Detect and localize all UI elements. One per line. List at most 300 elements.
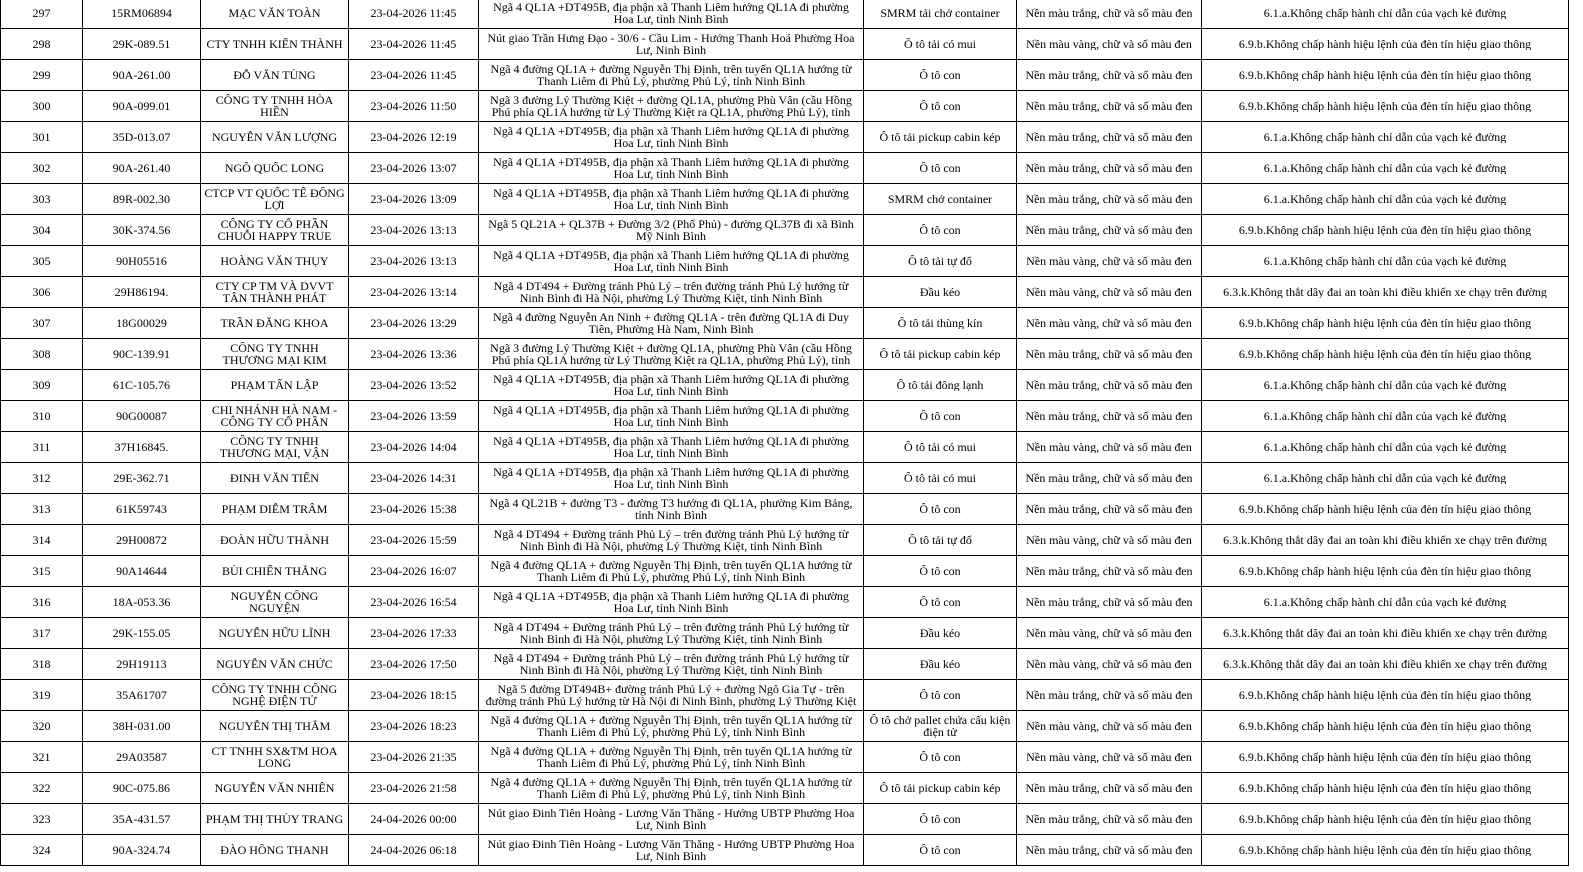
location-cell-text: Ngã 4 DT494 + Đường tránh Phủ Lý – trên đường tránh Phủ Lý hướng từ Ninh Bình đi Hà Nội, phường Lý Thường Kiệt, tỉnh Ninh Bình (493, 528, 849, 552)
vehicle-type-cell (864, 742, 1017, 773)
owner-name-cell-text: CÔNG TY TNHH CÔNG NGHỆ ĐIỆN TỬ (211, 683, 338, 707)
violation-cell (1202, 215, 1569, 246)
violation-cell-text: 6.1.a.Không chấp hành chỉ dẫn của vạch kẻ đường (1263, 379, 1507, 391)
license-plate-cell-text: 35A61707 (116, 689, 167, 701)
owner-name-cell-text: CTY CP TM VÀ DVVT TÂN THÀNH PHÁT (215, 280, 334, 304)
plate-color-cell-text: Nền màu vàng, chữ và số màu đen (1026, 317, 1192, 329)
row-number-cell-text: 323 (32, 813, 51, 825)
vehicle-type-cell-text: Ô tô tải pickup cabin kép (879, 348, 1001, 360)
vehicle-type-cell-text: Đầu kéo (919, 286, 961, 298)
plate-color-cell (1017, 804, 1202, 835)
license-plate-cell-text: 29K-155.05 (112, 627, 171, 639)
owner-name-cell (201, 742, 349, 773)
location-cell (479, 463, 864, 494)
table-row (1, 773, 1569, 804)
owner-name-cell (201, 432, 349, 463)
location-cell-text: Ngã 4 đường QL1A + đường Nguyễn Thị Định, trên tuyến QL1A hướng từ Thanh Liêm đi Phủ Lý, phường Phủ Lý, tỉnh Ninh Bình (490, 63, 852, 87)
plate-color-cell (1017, 432, 1202, 463)
plate-color-cell-text: Nền màu trắng, chữ và số màu đen (1025, 844, 1193, 856)
plate-color-cell-text: Nền màu vàng, chữ và số màu đen (1026, 441, 1192, 453)
row-number-cell (1, 742, 83, 773)
table-row (1, 556, 1569, 587)
row-number-cell (1, 649, 83, 680)
violation-cell-text: 6.9.b.Không chấp hành hiệu lệnh của đèn tín hiệu giao thông (1238, 38, 1532, 50)
violation-time-cell (349, 432, 479, 463)
owner-name-cell (201, 463, 349, 494)
violation-time-cell-text: 23-04-2026 21:35 (370, 751, 457, 763)
location-cell-text: Ngã 4 đường QL1A + đường Nguyễn Thị Định, trên tuyến QL1A hướng từ Thanh Liêm đi Phủ Lý, phường Phủ Lý, tỉnh Ninh Bình (490, 745, 852, 769)
violation-cell (1202, 494, 1569, 525)
row-number-cell (1, 556, 83, 587)
row-number-cell (1, 153, 83, 184)
row-number-cell (1, 680, 83, 711)
violation-time-cell-text: 23-04-2026 13:13 (370, 255, 457, 267)
violation-cell (1202, 184, 1569, 215)
table-row (1, 587, 1569, 618)
location-cell-text: Ngã 4 QL1A +DT495B, địa phận xã Thanh Liêm hướng QL1A đi phường Hoa Lư, tỉnh Ninh Bình (493, 373, 849, 397)
vehicle-type-cell-text: Ô tô con (919, 689, 961, 701)
violation-cell (1202, 29, 1569, 60)
vehicle-type-cell-text: Ô tô tải có mui (904, 38, 976, 50)
location-cell (479, 246, 864, 277)
violation-time-cell-text: 23-04-2026 13:07 (370, 162, 457, 174)
violation-cell-text: 6.9.b.Không chấp hành hiệu lệnh của đèn tín hiệu giao thông (1238, 720, 1532, 732)
location-cell (479, 618, 864, 649)
plate-color-cell-text: Nền màu vàng, chữ và số màu đen (1026, 534, 1192, 546)
table-body (1, 0, 1569, 866)
plate-color-cell-text: Nền màu vàng, chữ và số màu đen (1026, 627, 1192, 639)
plate-color-cell (1017, 587, 1202, 618)
vehicle-type-cell (864, 401, 1017, 432)
table-row (1, 463, 1569, 494)
violation-time-cell (349, 215, 479, 246)
violation-cell (1202, 401, 1569, 432)
plate-color-cell (1017, 60, 1202, 91)
row-number-cell-text: 321 (32, 751, 51, 763)
row-number-cell-text: 306 (32, 286, 51, 298)
owner-name-cell-text: NGUYỄN VĂN CHỨC (216, 658, 333, 670)
license-plate-cell-text: 29H00872 (116, 534, 167, 546)
vehicle-type-cell (864, 618, 1017, 649)
license-plate-cell (83, 277, 201, 308)
location-cell (479, 29, 864, 60)
plate-color-cell (1017, 153, 1202, 184)
plate-color-cell-text: Nền màu trắng, chữ và số màu đen (1025, 503, 1193, 515)
table-row (1, 277, 1569, 308)
table-row (1, 370, 1569, 401)
location-cell-text: Ngã 4 đường Nguyễn An Ninh + đường QL1A - trên đường QL1A đi Duy Tiên, Phường Hà Nam, Ninh Bình (493, 311, 849, 335)
location-cell (479, 215, 864, 246)
location-cell (479, 91, 864, 122)
plate-color-cell (1017, 649, 1202, 680)
violation-cell-text: 6.3.k.Không thắt dây đai an toàn khi điều khiển xe chạy trên đường (1223, 658, 1547, 670)
violation-cell-text: 6.9.b.Không chấp hành hiệu lệnh của đèn tín hiệu giao thông (1238, 224, 1532, 236)
vehicle-type-cell (864, 215, 1017, 246)
owner-name-cell (201, 29, 349, 60)
vehicle-type-cell-text: Ô tô con (919, 162, 961, 174)
table-row (1, 339, 1569, 370)
row-number-cell-text: 297 (32, 7, 51, 19)
license-plate-cell (83, 339, 201, 370)
violation-cell (1202, 432, 1569, 463)
violation-time-cell-text: 23-04-2026 13:09 (370, 193, 457, 205)
vehicle-type-cell-text: Đầu kéo (919, 658, 961, 670)
row-number-cell-text: 319 (32, 689, 51, 701)
vehicle-type-cell-text: Ô tô con (919, 503, 961, 515)
row-number-cell (1, 246, 83, 277)
violation-time-cell (349, 463, 479, 494)
plate-color-cell-text: Nền màu trắng, chữ và số màu đen (1025, 813, 1193, 825)
vehicle-type-cell-text: Ô tô tải pickup cabin kép (879, 131, 1001, 143)
row-number-cell-text: 318 (32, 658, 51, 670)
row-number-cell (1, 773, 83, 804)
location-cell-text: Nút giao Đinh Tiên Hoàng - Lương Văn Thăng - Hướng UBTP Phường Hoa Lư, Ninh Bình (487, 838, 855, 862)
license-plate-cell-text: 90A-261.00 (112, 69, 171, 81)
owner-name-cell-text: PHẠM TẤN LẬP (230, 379, 319, 391)
violation-time-cell (349, 60, 479, 91)
violation-time-cell (349, 773, 479, 804)
owner-name-cell (201, 525, 349, 556)
plate-color-cell (1017, 308, 1202, 339)
vehicle-type-cell-text: Ô tô con (919, 224, 961, 236)
row-number-cell-text: 312 (32, 472, 51, 484)
location-cell (479, 184, 864, 215)
row-number-cell-text: 313 (32, 503, 51, 515)
row-number-cell (1, 711, 83, 742)
violation-time-cell-text: 23-04-2026 17:33 (370, 627, 457, 639)
license-plate-cell (83, 153, 201, 184)
owner-name-cell (201, 649, 349, 680)
location-cell-text: Ngã 4 QL1A +DT495B, địa phận xã Thanh Liêm hướng QL1A đi phường Hoa Lư, tỉnh Ninh Bình (493, 590, 849, 614)
row-number-cell-text: 324 (32, 844, 51, 856)
location-cell (479, 432, 864, 463)
license-plate-cell-text: 90A-324.74 (112, 844, 171, 856)
plate-color-cell-text: Nền màu vàng, chữ và số màu đen (1026, 751, 1192, 763)
violation-time-cell-text: 23-04-2026 11:45 (370, 38, 457, 50)
license-plate-cell (83, 91, 201, 122)
plate-color-cell-text: Nền màu vàng, chữ và số màu đen (1026, 38, 1192, 50)
license-plate-cell (83, 742, 201, 773)
violation-cell (1202, 91, 1569, 122)
violation-time-cell-text: 23-04-2026 18:23 (370, 720, 457, 732)
owner-name-cell-text: CÔNG TY CỔ PHẦN CHUỖI HAPPY TRUE (217, 218, 332, 242)
owner-name-cell (201, 308, 349, 339)
violation-cell-text: 6.9.b.Không chấp hành hiệu lệnh của đèn tín hiệu giao thông (1238, 100, 1532, 112)
violation-cell-text: 6.1.a.Không chấp hành chỉ dẫn của vạch kẻ đường (1263, 441, 1507, 453)
plate-color-cell (1017, 463, 1202, 494)
violation-cell-text: 6.9.b.Không chấp hành hiệu lệnh của đèn tín hiệu giao thông (1238, 689, 1532, 701)
vehicle-type-cell (864, 463, 1017, 494)
row-number-cell (1, 370, 83, 401)
owner-name-cell-text: CÔNG TY TNHH THƯƠNG MẠI, VẬN (219, 435, 330, 459)
row-number-cell-text: 303 (32, 193, 51, 205)
violation-cell (1202, 122, 1569, 153)
violation-cell (1202, 246, 1569, 277)
row-number-cell (1, 463, 83, 494)
location-cell (479, 804, 864, 835)
owner-name-cell-text: PHẠM THỊ THÙY TRANG (205, 813, 344, 825)
violation-cell-text: 6.1.a.Không chấp hành chỉ dẫn của vạch kẻ đường (1263, 255, 1507, 267)
plate-color-cell-text: Nền màu trắng, chữ và số màu đen (1025, 410, 1193, 422)
plate-color-cell (1017, 0, 1202, 29)
vehicle-type-cell (864, 711, 1017, 742)
violation-time-cell (349, 680, 479, 711)
row-number-cell-text: 322 (32, 782, 51, 794)
vehicle-type-cell (864, 29, 1017, 60)
violation-time-cell (349, 153, 479, 184)
license-plate-cell (83, 432, 201, 463)
table-row (1, 60, 1569, 91)
license-plate-cell-text: 29K-089.51 (112, 38, 171, 50)
table-row (1, 0, 1569, 29)
plate-color-cell (1017, 184, 1202, 215)
row-number-cell (1, 432, 83, 463)
violation-cell (1202, 60, 1569, 91)
license-plate-cell-text: 29E-362.71 (113, 472, 170, 484)
row-number-cell-text: 317 (32, 627, 51, 639)
owner-name-cell-text: CT TNHH SX&TM HOA LONG (211, 745, 338, 769)
plate-color-cell (1017, 680, 1202, 711)
row-number-cell (1, 835, 83, 866)
plate-color-cell-text: Nền màu vàng, chữ và số màu đen (1026, 658, 1192, 670)
table-row (1, 525, 1569, 556)
table-row (1, 184, 1569, 215)
location-cell (479, 835, 864, 866)
location-cell (479, 308, 864, 339)
license-plate-cell-text: 18A-053.36 (112, 596, 171, 608)
violation-cell (1202, 277, 1569, 308)
violation-time-cell-text: 23-04-2026 18:15 (370, 689, 457, 701)
row-number-cell-text: 300 (32, 100, 51, 112)
vehicle-type-cell (864, 432, 1017, 463)
license-plate-cell (83, 618, 201, 649)
violation-cell (1202, 463, 1569, 494)
row-number-cell-text: 298 (32, 38, 51, 50)
plate-color-cell (1017, 556, 1202, 587)
license-plate-cell (83, 835, 201, 866)
violation-time-cell-text: 24-04-2026 00:00 (370, 813, 457, 825)
location-cell-text: Ngã 4 QL21B + đường T3 - đường T3 hướng đi QL1A, phường Kim Bảng, tỉnh Ninh Bình (489, 497, 853, 521)
row-number-cell (1, 804, 83, 835)
violation-cell-text: 6.9.b.Không chấp hành hiệu lệnh của đèn tín hiệu giao thông (1238, 69, 1532, 81)
table-row (1, 215, 1569, 246)
table-row (1, 401, 1569, 432)
location-cell-text: Ngã 4 DT494 + Đường tránh Phủ Lý – trên đường tránh Phủ Lý hướng từ Ninh Bình đi Hà Nội, phường Lý Thường Kiệt, tỉnh Ninh Bình (493, 621, 849, 645)
license-plate-cell-text: 90G00087 (116, 410, 167, 422)
owner-name-cell-text: NGUYỄN HỮU LĨNH (218, 627, 331, 639)
vehicle-type-cell-text: Ô tô tải có mui (904, 441, 976, 453)
vehicle-type-cell (864, 277, 1017, 308)
license-plate-cell (83, 370, 201, 401)
plate-color-cell-text: Nền màu trắng, chữ và số màu đen (1025, 224, 1193, 236)
location-cell (479, 0, 864, 29)
license-plate-cell-text: 90A-261.40 (112, 162, 171, 174)
owner-name-cell-text: ĐOÀN HỮU THÀNH (219, 534, 330, 546)
violation-time-cell (349, 308, 479, 339)
vehicle-type-cell-text: Ô tô tải có mui (904, 472, 976, 484)
owner-name-cell (201, 556, 349, 587)
owner-name-cell (201, 773, 349, 804)
owner-name-cell (201, 804, 349, 835)
row-number-cell-text: 301 (32, 131, 51, 143)
plate-color-cell (1017, 401, 1202, 432)
plate-color-cell (1017, 215, 1202, 246)
location-cell-text: Ngã 4 đường QL1A + đường Nguyễn Thị Định, trên tuyến QL1A hướng từ Thanh Liêm đi Phủ Lý, phường Phủ Lý, tỉnh Ninh Bình (490, 776, 852, 800)
license-plate-cell-text: 30K-374.56 (112, 224, 171, 236)
vehicle-type-cell-text: Ô tô con (919, 844, 961, 856)
violation-cell-text: 6.1.a.Không chấp hành chỉ dẫn của vạch kẻ đường (1263, 596, 1507, 608)
violation-cell-text: 6.9.b.Không chấp hành hiệu lệnh của đèn tín hiệu giao thông (1238, 503, 1532, 515)
violation-cell (1202, 649, 1569, 680)
row-number-cell (1, 277, 83, 308)
plate-color-cell-text: Nền màu trắng, chữ và số màu đen (1025, 379, 1193, 391)
plate-color-cell (1017, 122, 1202, 153)
plate-color-cell-text: Nền màu vàng, chữ và số màu đen (1026, 286, 1192, 298)
location-cell-text: Ngã 4 QL1A +DT495B, địa phận xã Thanh Liêm hướng QL1A đi phường Hoa Lư, tỉnh Ninh Bình (493, 249, 849, 273)
violation-cell-text: 6.9.b.Không chấp hành hiệu lệnh của đèn tín hiệu giao thông (1238, 813, 1532, 825)
table-row (1, 680, 1569, 711)
license-plate-cell-text: 29A03587 (116, 751, 167, 763)
violation-time-cell-text: 23-04-2026 13:36 (370, 348, 457, 360)
owner-name-cell-text: TRẦN ĐĂNG KHOA (220, 317, 329, 329)
row-number-cell-text: 304 (32, 224, 51, 236)
row-number-cell (1, 122, 83, 153)
row-number-cell-text: 299 (32, 69, 51, 81)
owner-name-cell-text: ĐÀO HỒNG THANH (220, 844, 329, 856)
violation-time-cell-text: 23-04-2026 13:13 (370, 224, 457, 236)
violation-time-cell (349, 649, 479, 680)
row-number-cell-text: 315 (32, 565, 51, 577)
table-row (1, 494, 1569, 525)
location-cell-text: Nút giao Đinh Tiên Hoàng - Lương Văn Thăng - Hướng UBTP Phường Hoa Lư, Ninh Bình (487, 807, 855, 831)
location-cell-text: Ngã 4 QL1A +DT495B, địa phận xã Thanh Liêm hướng QL1A đi phường Hoa Lư, tỉnh Ninh Bình (493, 1, 849, 25)
vehicle-type-cell (864, 649, 1017, 680)
location-cell (479, 339, 864, 370)
location-cell (479, 649, 864, 680)
row-number-cell (1, 401, 83, 432)
plate-color-cell (1017, 618, 1202, 649)
license-plate-cell-text: 38H-031.00 (112, 720, 171, 732)
violation-cell (1202, 711, 1569, 742)
violation-time-cell-text: 23-04-2026 15:59 (370, 534, 457, 546)
license-plate-cell (83, 29, 201, 60)
violation-time-cell (349, 835, 479, 866)
owner-name-cell (201, 711, 349, 742)
vehicle-type-cell (864, 122, 1017, 153)
vehicle-type-cell (864, 184, 1017, 215)
license-plate-cell-text: 15RM06894 (111, 7, 172, 19)
license-plate-cell (83, 122, 201, 153)
violation-time-cell (349, 556, 479, 587)
violation-cell-text: 6.9.b.Không chấp hành hiệu lệnh của đèn tín hiệu giao thông (1238, 844, 1532, 856)
vehicle-type-cell (864, 0, 1017, 29)
license-plate-cell-text: 90H05516 (116, 255, 167, 267)
owner-name-cell (201, 153, 349, 184)
violation-cell-text: 6.1.a.Không chấp hành chỉ dẫn của vạch kẻ đường (1263, 7, 1507, 19)
table-row (1, 804, 1569, 835)
violation-time-cell-text: 23-04-2026 16:54 (370, 596, 457, 608)
owner-name-cell-text: NGUYỄN VĂN NHIÊN (214, 782, 335, 794)
license-plate-cell (83, 649, 201, 680)
violation-cell-text: 6.1.a.Không chấp hành chỉ dẫn của vạch kẻ đường (1263, 193, 1507, 205)
vehicle-type-cell-text: Ô tô tải thùng kín (897, 317, 983, 329)
row-number-cell-text: 307 (32, 317, 51, 329)
vehicle-type-cell-text: Ô tô chở pallet chứa cấu kiện điện tử (869, 714, 1011, 738)
violation-cell (1202, 804, 1569, 835)
license-plate-cell (83, 401, 201, 432)
vehicle-type-cell (864, 153, 1017, 184)
location-cell-text: Ngã 4 QL1A +DT495B, địa phận xã Thanh Liêm hướng QL1A đi phường Hoa Lư, tỉnh Ninh Bình (493, 125, 849, 149)
location-cell-text: Ngã 5 đường DT494B+ đường tránh Phủ Lý + đường Ngô Gia Tự - trên đường tránh Phủ Lý hướng từ Hà Nội đi Ninh Bình, phường Lý Thường Kiệt (485, 683, 857, 707)
location-cell-text: Ngã 3 đường Lý Thường Kiệt + đường QL1A, phường Phù Vân (cầu Hồng Phú phía QL1A hướng từ Lý Thường Kiệt ra QL1A, phường Phủ Lý), tỉnh (490, 342, 852, 366)
row-number-cell-text: 320 (32, 720, 51, 732)
vehicle-type-cell-text: Ô tô con (919, 410, 961, 422)
violation-time-cell-text: 23-04-2026 14:04 (370, 441, 457, 453)
license-plate-cell (83, 494, 201, 525)
location-cell-text: Ngã 4 QL1A +DT495B, địa phận xã Thanh Liêm hướng QL1A đi phường Hoa Lư, tỉnh Ninh Bình (493, 187, 849, 211)
location-cell (479, 680, 864, 711)
row-number-cell (1, 184, 83, 215)
location-cell (479, 60, 864, 91)
plate-color-cell (1017, 742, 1202, 773)
violation-time-cell (349, 370, 479, 401)
vehicle-type-cell-text: Ô tô tải đông lạnh (896, 379, 984, 391)
violation-time-cell-text: 23-04-2026 17:50 (370, 658, 457, 670)
vehicle-type-cell (864, 339, 1017, 370)
violation-cell-text: 6.1.a.Không chấp hành chỉ dẫn của vạch kẻ đường (1263, 472, 1507, 484)
violation-cell (1202, 835, 1569, 866)
license-plate-cell (83, 680, 201, 711)
row-number-cell (1, 339, 83, 370)
license-plate-cell (83, 711, 201, 742)
location-cell-text: Ngã 4 QL1A +DT495B, địa phận xã Thanh Liêm hướng QL1A đi phường Hoa Lư, tỉnh Ninh Bình (493, 404, 849, 428)
license-plate-cell (83, 308, 201, 339)
row-number-cell-text: 311 (32, 441, 51, 453)
violation-cell-text: 6.9.b.Không chấp hành hiệu lệnh của đèn tín hiệu giao thông (1238, 782, 1532, 794)
row-number-cell-text: 308 (32, 348, 51, 360)
violation-time-cell-text: 23-04-2026 12:19 (370, 131, 457, 143)
vehicle-type-cell-text: Ô tô tải tự đổ (908, 255, 972, 267)
location-cell-text: Ngã 4 QL1A +DT495B, địa phận xã Thanh Liêm hướng QL1A đi phường Hoa Lư, tỉnh Ninh Bình (493, 435, 849, 459)
location-cell (479, 277, 864, 308)
owner-name-cell (201, 339, 349, 370)
violation-cell-text: 6.1.a.Không chấp hành chỉ dẫn của vạch kẻ đường (1263, 162, 1507, 174)
violation-cell (1202, 525, 1569, 556)
vehicle-type-cell-text: Ô tô con (919, 813, 961, 825)
row-number-cell (1, 525, 83, 556)
location-cell (479, 773, 864, 804)
vehicle-type-cell (864, 91, 1017, 122)
table-row (1, 122, 1569, 153)
owner-name-cell (201, 91, 349, 122)
violation-time-cell-text: 23-04-2026 16:07 (370, 565, 457, 577)
owner-name-cell-text: NGÔ QUỐC LONG (224, 162, 325, 174)
location-cell-text: Ngã 4 QL1A +DT495B, địa phận xã Thanh Liêm hướng QL1A đi phường Hoa Lư, tỉnh Ninh Bình (493, 156, 849, 180)
plate-color-cell-text: Nền màu trắng, chữ và số màu đen (1025, 348, 1193, 360)
violation-time-cell (349, 29, 479, 60)
vehicle-type-cell-text: Ô tô con (919, 100, 961, 112)
row-number-cell (1, 587, 83, 618)
vehicle-type-cell (864, 804, 1017, 835)
owner-name-cell (201, 246, 349, 277)
violation-time-cell-text: 23-04-2026 15:38 (370, 503, 457, 515)
vehicle-type-cell-text: Ô tô tải pickup cabin kép (879, 782, 1001, 794)
violation-time-cell (349, 246, 479, 277)
violation-cell (1202, 773, 1569, 804)
plate-color-cell-text: Nền màu trắng, chữ và số màu đen (1025, 472, 1193, 484)
license-plate-cell-text: 37H16845. (114, 441, 169, 453)
owner-name-cell-text: CTCP VT QUỐC TẾ ĐỒNG LỢI (204, 187, 345, 211)
